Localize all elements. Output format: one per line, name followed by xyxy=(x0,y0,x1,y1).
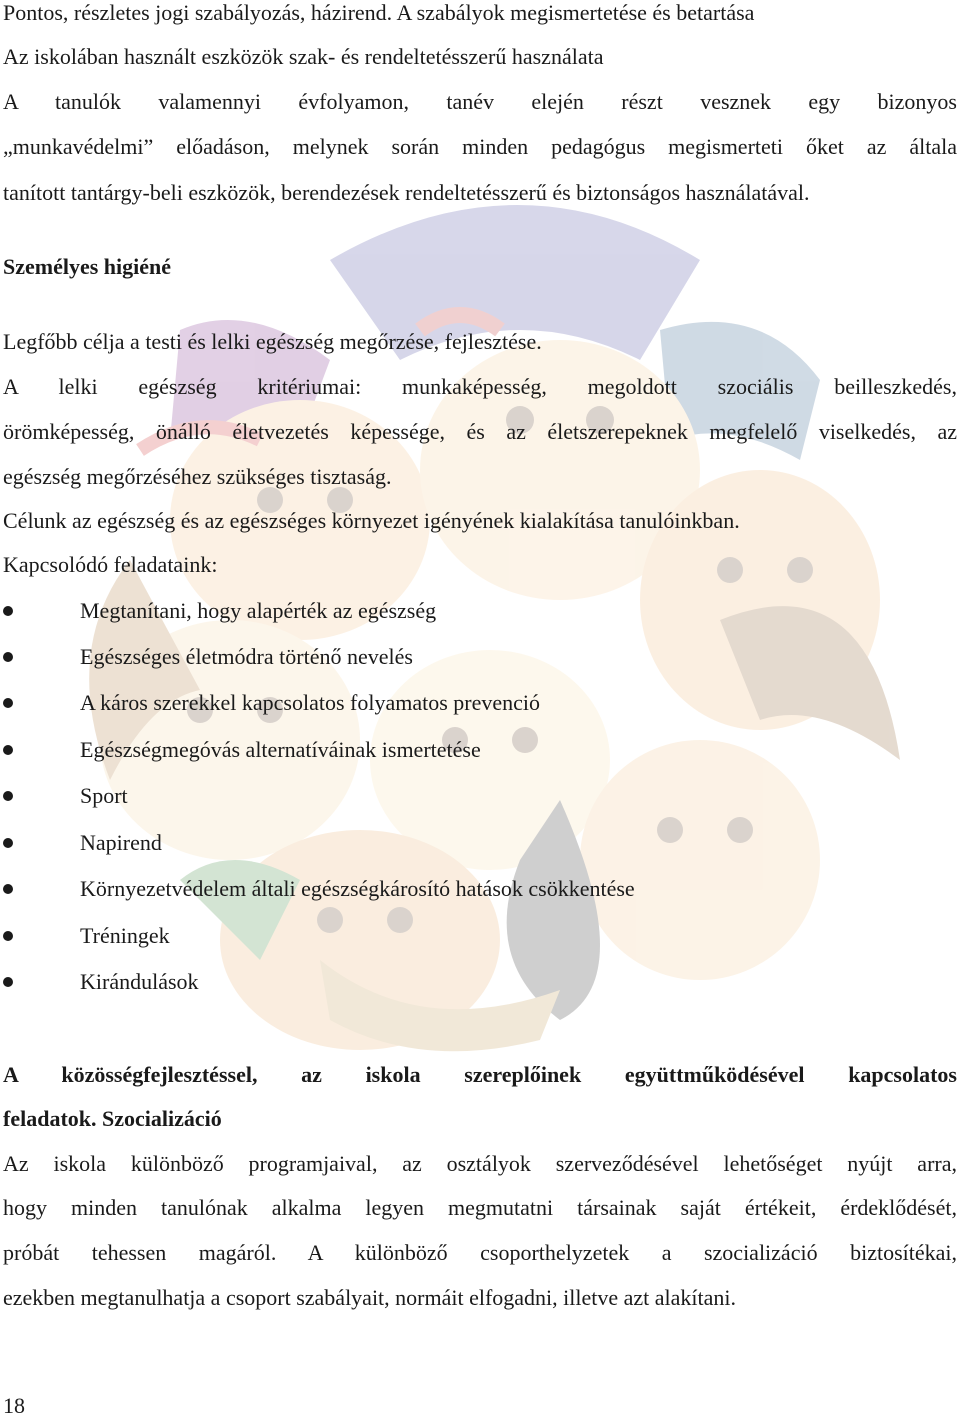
bullet-icon xyxy=(3,977,13,987)
bullet-icon xyxy=(3,652,13,662)
bullet-icon xyxy=(3,745,13,755)
bullet-icon xyxy=(3,791,13,801)
list-item: Egészségmegóvás alternatíváinak ismertetése xyxy=(80,737,481,762)
list-item: Sport xyxy=(80,783,128,808)
bullet-icon xyxy=(3,606,13,616)
list-item: Napirend xyxy=(80,830,162,855)
bullet-icon xyxy=(3,884,13,894)
bullet-icon xyxy=(3,698,13,708)
page-number: 18 xyxy=(3,1393,25,1418)
list-item: Tréningek xyxy=(80,923,170,948)
intro-line: Az iskolában használt eszközök szak- és rendeltetésszerű használata xyxy=(3,44,604,69)
section-heading-community: A közösségfejlesztéssel, az iskola szereplőinek együttműködésével kapcsolatos xyxy=(3,1062,957,1087)
list-item: Kirándulások xyxy=(80,969,199,994)
section-heading-community-cont: feladatok. Szocializáció xyxy=(3,1106,222,1131)
paragraph-line: Célunk az egészség és az egészséges környezet igényének kialakítása tanulóinkban. xyxy=(3,508,740,533)
paragraph-line: Az iskola különböző programjaival, az osztályok szerveződésével lehetőséget nyújt arra, xyxy=(3,1151,957,1176)
paragraph-line: ezekben megtanulhatja a csoport szabályait, normáit elfogadni, illetve azt alakítani. xyxy=(3,1285,737,1310)
intro-line: „munkavédelmi” előadáson, melynek során minden pedagógus megismerteti őket az általa xyxy=(3,134,957,159)
list-item: Megtanítani, hogy alapérték az egészség xyxy=(80,598,437,623)
list-item: Egészséges életmódra történő nevelés xyxy=(80,644,413,669)
paragraph-line: örömképesség, önálló életvezetés képessége, és az életszerepeknek megfelelő viselkedés, az xyxy=(3,419,957,444)
intro-line: A tanulók valamennyi évfolyamon, tanév elején részt vesznek egy bizonyos xyxy=(3,89,957,114)
intro-line: tanított tantárgy-beli eszközök, berendezések rendeltetésszerű és biztonságos használatával. xyxy=(3,180,810,205)
list-item: Környezetvédelem általi egészségkárosító hatások csökkentése xyxy=(80,876,635,901)
list-item: A káros szerekkel kapcsolatos folyamatos prevenció xyxy=(80,690,541,715)
bullet-icon xyxy=(3,931,13,941)
section-heading-hygiene: Személyes higiéné xyxy=(3,254,172,279)
paragraph-line: egészség megőrzéséhez szükséges tisztaság. xyxy=(3,464,392,489)
paragraph-line: Kapcsolódó feladataink: xyxy=(3,552,218,577)
paragraph-line: A lelki egészség kritériumai: munkaképesség, megoldott szociális beilleszkedés, xyxy=(3,374,957,399)
bullet-icon xyxy=(3,838,13,848)
intro-line: Pontos, részletes jogi szabályozás, házirend. A szabályok megismertetése és betartása xyxy=(3,0,755,25)
paragraph-line: Legfőbb célja a testi és lelki egészség megőrzése, fejlesztése. xyxy=(3,329,542,354)
paragraph-line: hogy minden tanulónak alkalma legyen megmutatni társainak saját értékeit, érdeklődését, xyxy=(3,1195,957,1220)
paragraph-line: próbát tehessen magáról. A különböző csoporthelyzetek a szocializáció biztosítékai, xyxy=(3,1240,957,1265)
